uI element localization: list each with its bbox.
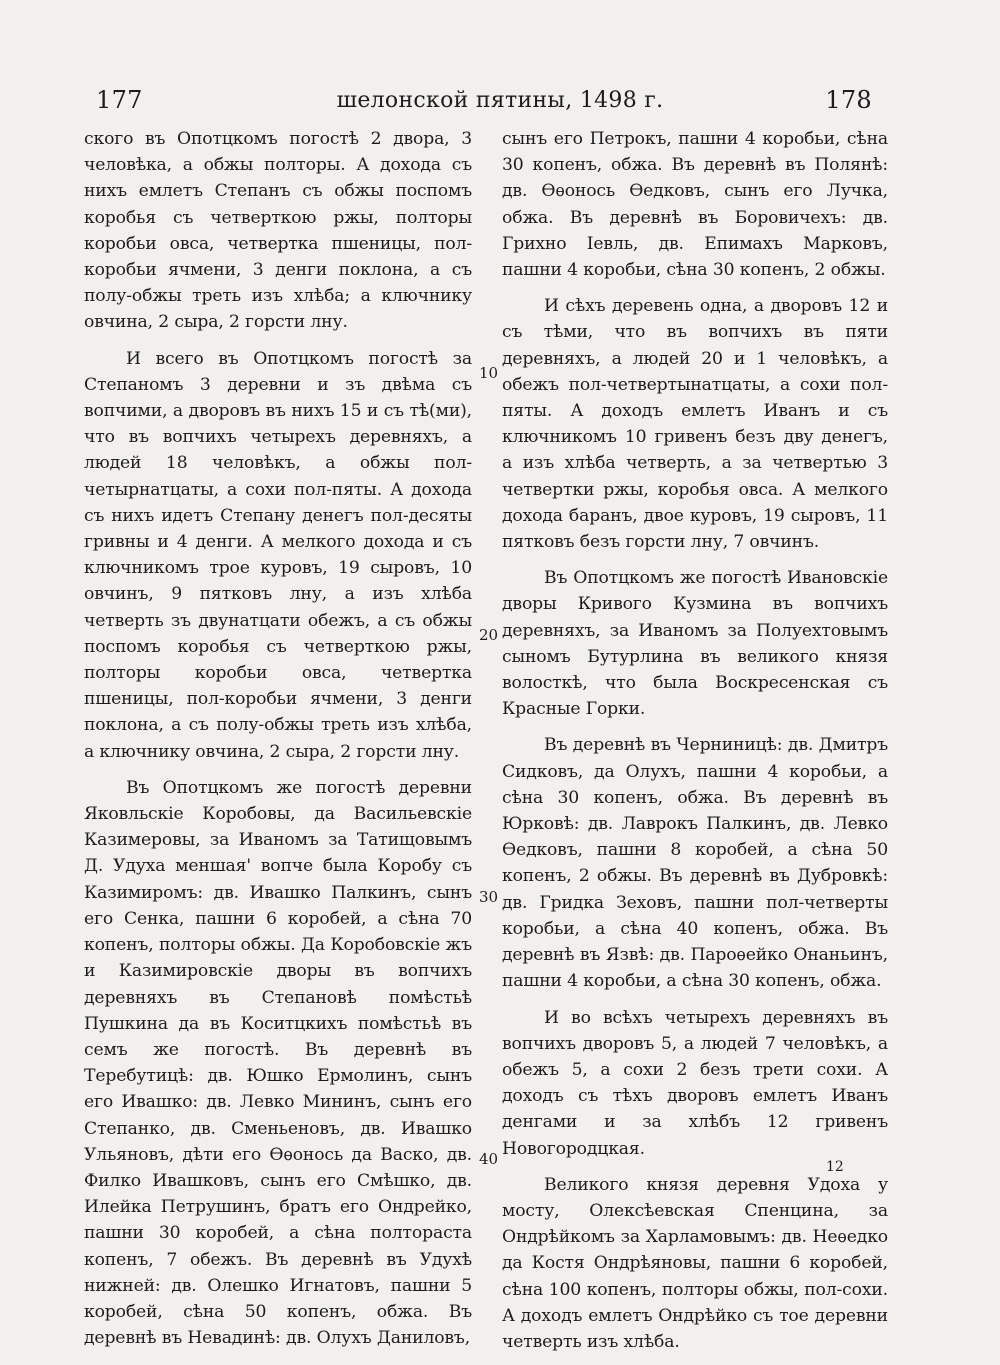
running-title: шелонской пятины, 1498 г. (336, 88, 664, 113)
paragraph: Въ деревнѣ въ Черниницѣ: дв. Дмитръ Сидковъ, да Олухъ, пашни 4 коробьи, а сѣна 30 копенъ, обжа. Въ деревнѣ въ Юрковѣ: дв. Лаврокъ Палкинъ, дв. Левко Ѳедковъ, пашни 8 коробей, а сѣна 50 копенъ, 2 обжы. Въ деревнѣ въ Дубровкѣ: дв. Гридка Зеховъ, пашни пол-четверты коробьи, а сѣна 40 копенъ, обжа. Въ деревнѣ въ Язвѣ: дв. Пароѳейко Онаньинъ, пашни 4 коробьи, а сѣна 30 копенъ, обжа. (502, 735, 888, 992)
line-number: 10 (479, 364, 499, 382)
paragraph: И сѣхъ деревень одна, а дворовъ 12 и съ тѣми, что въ вопчихъ въ пяти деревняхъ, а людей 20 и 1 человѣкъ, а обежъ пол-четвертынатцаты, а сохи пол-пяты. А доходъ емлетъ Иванъ и съ ключникомъ 10 гривенъ безъ двy денегъ, а изъ хлѣба четверть, а за четвертью 3 четвертки ржы, коробья овса. А мелкого дохода баранъ, двое куровъ, 19 сыровъ, 11 пятковъ безъ горсти лну, 7 овчинъ. (502, 296, 888, 553)
line-number: 30 (479, 888, 499, 906)
paragraph: Въ Опотцкомъ же погостѣ деревни Яковльскіе Коробовы, да Васильевскіе Казимеровы, за Иваномъ за Татищовымъ Д. Удуха меншая' вопче была Коробу съ Казимиромъ: дв. Ивашко Палкинъ, сынъ его Сенка, пашни 6 коробей, а сѣна 70 копенъ, полторы обжы. Да Коробовскіе жъ и Казимировскіе дворы въ вопчихъ деревняхъ въ Степановѣ помѣстьѣ Пушкина да въ Коситцкихъ помѣстьѣ въ семъ же погостѣ. Въ деревнѣ въ Теребутицѣ: дв. Юшко Ермолинъ, сынъ его Ивашко: дв. Левко Мининъ, сынъ его Степанко, дв. Сменьеновъ, дв. Ивашко Ульяновъ, дѣти его Ѳѳонось да Васко, дв. Филко Ивашковъ, сынъ его Смѣшко, дв. Илейка Петрушинъ, братъ его Ондрейко, пашни 30 коробей, а сѣна полтораста копенъ, 7 обежъ. Въ деревнѣ въ Удухѣ нижней: дв. Олешко Игнатовъ, пашни 5 коробей, сѣна 50 копенъ, обжа. Въ деревнѣ въ Невадинѣ: дв. Олухъ Даниловъ, (84, 777, 472, 1349)
paragraph: Въ Опотцкомъ же погостѣ Ивановскіе дворы Кривого Кузмина въ вопчихъ деревняхъ, за Иваномъ за Полуехтовымъ сыномъ Бутурлина въ великого князя волосткѣ, что была Воскресенская съ Красные Горки. (502, 568, 888, 720)
left-page-number: 177 (96, 86, 143, 114)
line-number: 40 (479, 1150, 499, 1168)
paragraph: ского въ Опотцкомъ погостѣ 2 двора, 3 человѣка, а обжы полторы. А дохода съ нихъ емлетъ Степанъ съ обжы поспомъ коробья съ четверткою ржы, полторы коробьи овса, четвертка пшеницы, пол-коробьи ячмени, 3 денги поклона, а съ полу-обжы треть изъ хлѣба; а ключнику овчина, 2 сыра, 2 горсти лну. (84, 129, 472, 333)
paragraph: сынъ его Петрокъ, пашни 4 коробьи, сѣна 30 копенъ, обжа. Въ деревнѣ въ Полянѣ: дв. Ѳѳонось Ѳедковъ, сынъ его Лучка, обжа. Въ деревнѣ въ Боровичехъ: дв. Грихно Іевль, дв. Епимахъ Марковъ, пашни 4 коробьи, сѣна 30 копенъ, 2 обжы. (502, 129, 888, 281)
right-column (502, 126, 888, 1365)
right-page-number: 178 (825, 86, 872, 114)
paragraph: И всего въ Опотцкомъ погостѣ за Степаномъ 3 деревни и зъ двѣма съ вопчими, а дворовъ въ нихъ 15 и съ тѣ(ми), что въ вопчихъ четырехъ деревняхъ, а людей 18 человѣкъ, а обжы пол-четырнатцаты, а сохи пол-пяты. А дохода съ нихъ идетъ Степану денегъ пол-десяты гривны и 4 денги. А мелкого дохода и съ ключникомъ трое куровъ, 19 сыровъ, 10 овчинъ, 9 пятковъ лну, а изъ хлѣба четверть зъ двунатцати обежъ, а съ обжы поспомъ коробья съ четверткою ржы, полторы коробьи овса, четвертка пшеницы, пол-коробьи ячмени, 3 денги поклона, а съ полу-обжы треть изъ хлѣба, а ключнику овчина, 2 сыра, 2 горсти лну. (84, 348, 472, 762)
line-number: 20 (479, 626, 499, 644)
left-column (84, 126, 472, 1361)
paragraph: И во всѣхъ четырехъ деревняхъ въ вопчихъ дворовъ 5, а людей 7 человѣкъ, а обежъ 5, а сохи 2 безъ трети сохи. А доходъ съ тѣхъ дворовъ емлетъ Иванъ денгами и за хлѣбъ 12 гривенъ Новогородцкая. (502, 1007, 888, 1159)
paragraph: Великого князя деревня Удоха у мосту, Олексѣевская Спенцина, за Ондрѣйкомъ за Харламовымъ: дв. Неѳедко да Костя Ондрѣяновы, пашни 6 коробей, сѣна 100 копенъ, полторы обжы, пол-сохи. А доходъ емлетъ Ондрѣйко съ тое деревни четверть изъ хлѣба. (502, 1174, 888, 1352)
signature-mark: 12 (826, 1159, 844, 1175)
